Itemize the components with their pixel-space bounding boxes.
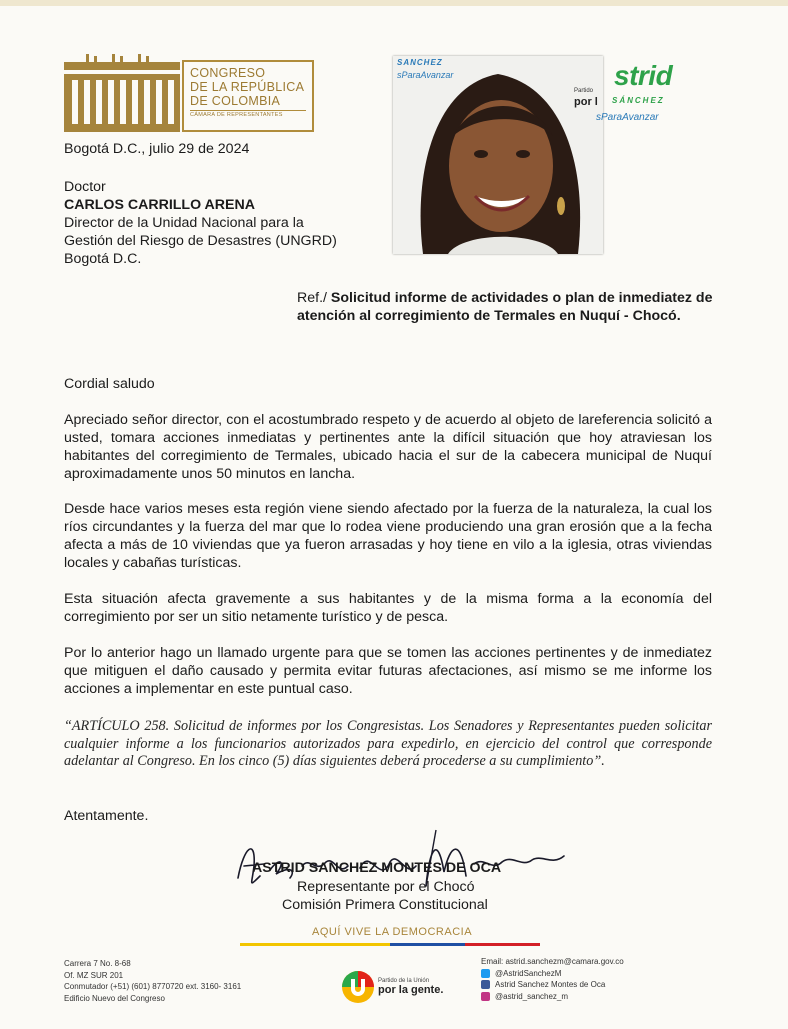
logo-line-2: DE LA REPÚBLICA xyxy=(190,80,305,94)
contact-twitter-text[interactable]: @AstridSanchezM xyxy=(495,968,562,978)
party-logo xyxy=(341,970,451,1004)
body-paragraph: Desde hace varios meses esta región viene siendo afectado por la fuerza de la naturaleza, la cual los ríos circundantes y la fuerza del mar que lo rodea viene produciendo una gran erosión que a la fecha afecta a más de 10 viviendas que ya fueron arrasadas y hoy tiene en vilo a la iglesia, otras viviendas locales y cabañas turísticas. xyxy=(64,501,712,571)
facebook-icon xyxy=(481,980,490,989)
campaign-partido: Partido xyxy=(574,88,594,94)
logo-line-1: CONGRESO xyxy=(190,66,266,80)
contact-twitter xyxy=(481,968,624,980)
campaign-por: por l xyxy=(574,96,598,108)
closing: Atentamente. xyxy=(64,808,149,824)
party-big-text: por la gente. xyxy=(378,984,444,996)
signatory-commission: Comisión Primera Constitucional xyxy=(282,897,488,913)
footer-contacts xyxy=(481,956,624,1002)
body-paragraph: Esta situación afecta gravemente a sus habitantes y de la misma forma a la economía del corregimiento por ser un sitio netamente turístico y de pesca. xyxy=(64,591,712,625)
greeting: Cordial saludo xyxy=(64,376,155,392)
portrait-image xyxy=(393,56,603,254)
twitter-icon xyxy=(481,969,490,978)
contact-facebook-text[interactable]: Astrid Sanchez Montes de Oca xyxy=(495,980,606,989)
contact-facebook xyxy=(481,979,624,991)
photo-tag: SANCHEZ xyxy=(397,58,443,67)
recipient-title: Doctor xyxy=(64,179,106,195)
contact-instagram xyxy=(481,991,624,1003)
recipient-role-1: Director de la Unidad Nacional para la xyxy=(64,215,304,231)
footer-address xyxy=(64,958,241,1004)
flag-yellow xyxy=(240,943,390,946)
party-small-text: Partido de la Unión xyxy=(378,978,430,984)
body-paragraph: Apreciado señor director, con el acostumbrado respeto y de acuerdo al objeto de lareferencia solicitó a usted, tomara acciones inmediatas y pertinentes ante la difícil situación que hoy atraviesan los habitantes del corregimiento de Termales, ubicado hacia el sur de la cabecera municipal de Nuquí aproximadamente unos 50 minutos en lancha. xyxy=(64,412,712,482)
campaign-name: strid xyxy=(614,60,673,91)
campaign-logo xyxy=(574,56,694,136)
instagram-icon xyxy=(481,992,490,1001)
portrait-photo xyxy=(393,56,603,254)
congreso-logo xyxy=(64,54,314,134)
flag-red xyxy=(465,943,540,946)
address-line: Of. MZ SUR 201 xyxy=(64,970,124,980)
recipient-name: CARLOS CARRILLO ARENA xyxy=(64,197,255,213)
capitol-building-icon xyxy=(64,54,180,132)
reference-label: Ref./ xyxy=(297,290,327,306)
signatory-name: ASTRID SANCHEZ MONTES DE OCA xyxy=(252,860,502,876)
footer-motto: AQUÍ VIVE LA DEMOCRACIA xyxy=(312,926,473,938)
campaign-surname: SÁNCHEZ xyxy=(612,96,665,105)
letter-date: Bogotá D.C., julio 29 de 2024 xyxy=(64,141,250,157)
legal-quote: “ARTÍCULO 258. Solicitud de informes por los Congresistas. Los Senadores y Representantes pueden solicitar cualquier informe a los funcionarios autorizados para expedirlo, en ejercicio del control que corresponde adelantar al Congreso. En los cinco (5) días siguientes deberá procederse a su cumplimiento”. xyxy=(64,718,712,769)
photo-hashtag: sParaAvanzar xyxy=(397,70,454,80)
campaign-hashtag: sParaAvanzar xyxy=(596,112,659,123)
body-paragraph: Por lo anterior hago un llamado urgente para que se tomen las acciones pertinentes y de inmediatez que mitiguen el daño causado y permita evitar futuras afectaciones, así mismo se me informe los acciones a implementar en este puntual caso. xyxy=(64,645,712,697)
flag-bar xyxy=(240,943,540,946)
address-line: Edificio Nuevo del Congreso xyxy=(64,993,165,1003)
logo-line-4: CÁMARA DE REPRESENTANTES xyxy=(190,110,306,119)
recipient-role-2: Gestión del Riesgo de Desastres (UNGRD) xyxy=(64,233,337,249)
address-line: Carrera 7 No. 8-68 xyxy=(64,959,131,968)
party-u-icon xyxy=(341,970,375,1004)
reference xyxy=(297,289,727,325)
contact-email-text[interactable]: Email: astrid.sanchezm@camara.gov.co xyxy=(481,957,624,966)
logo-line-3: DE COLOMBIA xyxy=(190,94,281,108)
congreso-logo-text xyxy=(182,60,314,132)
reference-text: Solicitud informe de actividades o plan de inmediatez de atención al corregimiento de Termales en Nuquí - Chocó. xyxy=(297,290,713,324)
flag-blue xyxy=(390,943,465,946)
address-line: Conmutador (+51) (601) 8770720 ext. 3160- 3161 xyxy=(64,982,242,991)
contact-email xyxy=(481,956,624,968)
signatory-position: Representante por el Chocó xyxy=(297,879,475,895)
recipient-city: Bogotá D.C. xyxy=(64,251,142,267)
contact-instagram-text[interactable]: @astrid_sanchez_m xyxy=(495,991,569,1001)
